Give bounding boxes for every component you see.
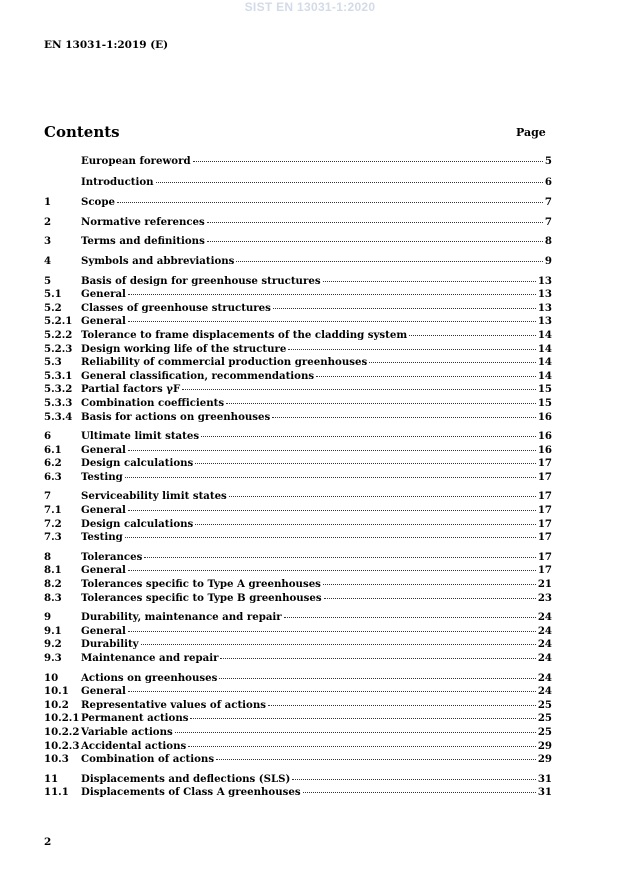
dot-leader (207, 222, 543, 223)
toc-group (44, 235, 552, 249)
dot-leader (219, 678, 535, 679)
toc-entry-page: 16 (537, 430, 552, 443)
toc-entry-number: 5.3.2 (44, 383, 73, 396)
toc-entry-number: 5.2.1 (44, 315, 73, 328)
dot-leader (236, 261, 543, 262)
toc-entry-page: 6 (544, 175, 552, 188)
toc-entry[interactable] (44, 411, 552, 425)
dot-leader (216, 759, 536, 760)
toc-group (44, 255, 552, 269)
toc-entry[interactable] (44, 196, 552, 210)
toc-entry-number: 7.2 (44, 517, 62, 530)
toc-entry-title: Testing (81, 470, 123, 483)
toc-entry-page: 24 (537, 624, 552, 637)
toc-entry-title: Design working life of the structure (81, 342, 287, 355)
toc-entry-title: Basis of design for greenhouse structures (81, 274, 321, 287)
toc-entry-number: 5.3.4 (44, 410, 73, 423)
toc-entry-title: Tolerances specific to Type B greenhouses (81, 591, 322, 604)
toc-entry-number: 7.3 (44, 531, 62, 544)
toc-entry-title: European foreword (81, 155, 191, 167)
dot-leader (182, 389, 536, 390)
toc-entry-number: 1 (44, 196, 52, 209)
toc-entry-number: 9.3 (44, 652, 62, 664)
dot-leader (226, 403, 536, 404)
toc-entry-title: Scope (81, 196, 115, 209)
toc-entry-page: 7 (544, 215, 552, 228)
toc-entry[interactable] (44, 592, 552, 606)
toc-entry-page: 17 (537, 504, 552, 517)
toc-entry-title: Displacements of Class A greenhouses (81, 786, 301, 799)
dot-leader (128, 631, 536, 632)
dot-leader (125, 537, 536, 538)
toc-entry[interactable] (44, 551, 552, 565)
toc-entry-number: 6.3 (44, 470, 62, 483)
toc-group (44, 490, 552, 544)
toc-entry[interactable] (44, 383, 552, 397)
toc-entry-number: 6.1 (44, 443, 62, 456)
toc-entry-number: 5.3.1 (44, 369, 73, 382)
toc-entry-number: 10.2.2 (44, 725, 80, 738)
toc-entry-title: Tolerance to frame displacements of the cladding system (81, 328, 408, 341)
toc-entry-title: Serviceability limit states (81, 490, 227, 503)
toc-group (44, 773, 552, 800)
toc-entry-page: 8 (544, 235, 552, 248)
toc-entry-page: 17 (537, 531, 552, 544)
dot-leader (288, 349, 535, 350)
toc-entry[interactable] (44, 699, 552, 713)
page-column-label: Page (516, 126, 546, 139)
toc-entry-number: 5.2.3 (44, 342, 73, 355)
dot-leader (220, 658, 535, 659)
toc-entry-title: Combination coefficients (81, 396, 225, 409)
toc-entry-title: Representative values of actions (81, 698, 266, 711)
toc-entry-title: Introduction (81, 175, 154, 188)
dot-leader (128, 510, 536, 511)
toc-entry[interactable] (44, 275, 552, 289)
toc-entry-title: Actions on greenhouses (81, 671, 218, 684)
toc-entry[interactable] (44, 444, 552, 458)
dot-leader (175, 732, 536, 733)
toc-entry-title: Design calculations (81, 517, 194, 530)
toc-entry-title: General (81, 685, 126, 698)
toc-entry-title: General (81, 504, 126, 517)
toc-entry[interactable] (44, 155, 552, 169)
toc-entry-title: Partial factors γF (81, 383, 181, 396)
toc-entry-title: Displacements and deflections (SLS) (81, 772, 291, 785)
dot-leader (141, 644, 536, 645)
toc-entry-number: 5 (44, 274, 52, 287)
toc-entry[interactable] (44, 343, 552, 357)
toc-entry-page: 17 (537, 550, 552, 563)
dot-leader (324, 598, 536, 599)
toc-entry[interactable] (44, 712, 552, 726)
toc-group (44, 275, 552, 425)
toc-entry-title: Basis for actions on greenhouses (81, 410, 271, 423)
toc-entry-number: 8.2 (44, 578, 62, 591)
toc-entry-title: General (81, 288, 126, 301)
toc-entry[interactable] (44, 490, 552, 504)
toc-entry-number: 5.1 (44, 288, 62, 301)
toc-entry-title: Tolerances specific to Type A greenhouses (81, 578, 321, 591)
dot-leader (128, 321, 536, 322)
dot-leader (195, 524, 536, 525)
toc-entry-page: 15 (537, 396, 552, 409)
toc-entry-page: 29 (537, 739, 552, 752)
toc-entry-page: 9 (544, 254, 552, 267)
toc-entry-page: 14 (537, 356, 552, 369)
toc-entry-page: 16 (537, 410, 552, 423)
toc-entry-number: 7 (44, 490, 52, 503)
toc-entry[interactable] (44, 288, 552, 302)
dot-leader (190, 718, 535, 719)
toc-entry-number: 5.2 (44, 301, 62, 314)
dot-leader (117, 202, 543, 203)
toc-entry-page: 13 (537, 288, 552, 301)
toc-entry[interactable] (44, 753, 552, 767)
toc-entry-title: Maintenance and repair (81, 652, 219, 664)
toc-entry-page: 29 (537, 753, 552, 766)
dot-leader (292, 779, 535, 780)
toc-entry-page: 25 (537, 712, 552, 725)
toc-entry-page: 15 (537, 383, 552, 396)
toc-entry[interactable] (44, 430, 552, 444)
toc-group (44, 430, 552, 484)
toc-entry-page: 14 (537, 369, 552, 382)
toc-entry-number: 10.2.3 (44, 739, 80, 752)
toc-entry-number: 10.2.1 (44, 712, 80, 725)
toc-entry-page: 16 (537, 443, 552, 456)
dot-leader (273, 308, 536, 309)
toc-entry[interactable] (44, 531, 552, 545)
toc-entry[interactable] (44, 578, 552, 592)
toc-entry[interactable] (44, 504, 552, 518)
toc-entry-page: 23 (537, 591, 552, 604)
toc-entry[interactable] (44, 216, 552, 230)
toc-group (44, 611, 552, 665)
toc-entry[interactable] (44, 176, 552, 190)
toc-entry-page: 24 (537, 652, 552, 664)
toc-entry-number: 10.3 (44, 753, 69, 766)
toc-entry-page: 24 (537, 638, 552, 651)
toc-entry-title: Durability (81, 638, 139, 651)
toc-entry-number: 10.1 (44, 685, 69, 698)
toc-entry-number: 11 (44, 772, 59, 785)
table-of-contents (44, 155, 552, 800)
toc-entry[interactable] (44, 638, 552, 652)
toc-entry-title: Permanent actions (81, 712, 189, 725)
toc-entry[interactable] (44, 518, 552, 532)
dot-leader (144, 557, 535, 558)
dot-leader (272, 417, 536, 418)
dot-leader (128, 691, 536, 692)
dot-leader (125, 477, 536, 478)
toc-entry-number: 8 (44, 550, 52, 563)
toc-entry[interactable] (44, 564, 552, 578)
toc-entry-title: Durability, maintenance and repair (81, 611, 282, 624)
toc-entry-number: 8.1 (44, 564, 62, 577)
toc-entry[interactable] (44, 685, 552, 699)
toc-entry-page: 7 (544, 196, 552, 209)
toc-entry-page: 13 (537, 301, 552, 314)
toc-entry[interactable] (44, 786, 552, 800)
toc-entry-title: General (81, 315, 126, 328)
dot-leader (156, 182, 543, 183)
toc-entry-page: 24 (537, 611, 552, 624)
toc-entry-title: Tolerances (81, 550, 143, 563)
toc-entry-page: 13 (537, 315, 552, 328)
toc-entry[interactable] (44, 302, 552, 316)
toc-entry-page: 13 (537, 274, 552, 287)
toc-entry-page: 31 (537, 772, 552, 785)
toc-entry[interactable] (44, 773, 552, 787)
dot-leader (193, 161, 543, 162)
toc-group (44, 196, 552, 210)
toc-group (44, 672, 552, 767)
toc-entry-number: 8.3 (44, 591, 62, 604)
toc-entry[interactable] (44, 356, 552, 370)
toc-entry-page: 17 (537, 490, 552, 503)
toc-entry-page: 24 (537, 671, 552, 684)
dot-leader (409, 335, 536, 336)
toc-entry-number: 6 (44, 430, 52, 443)
toc-entry-number: 9.1 (44, 624, 62, 637)
toc-entry-number: 11.1 (44, 786, 69, 799)
dot-leader (303, 792, 536, 793)
toc-entry[interactable] (44, 255, 552, 269)
dot-leader (195, 463, 536, 464)
toc-entry-number: 7.1 (44, 504, 62, 517)
toc-entry-page: 31 (537, 786, 552, 799)
toc-group (44, 216, 552, 230)
watermark-text: SIST EN 13031-1:2020 (244, 0, 376, 14)
toc-entry-number: 2 (44, 215, 52, 228)
toc-entry-number: 10 (44, 671, 59, 684)
toc-entry-number: 10.2 (44, 698, 69, 711)
toc-entry-title: Terms and definitions (81, 235, 205, 248)
toc-entry[interactable] (44, 457, 552, 471)
toc-entry-number: 5.3.3 (44, 396, 73, 409)
toc-entry[interactable] (44, 471, 552, 485)
toc-entry-title: Design calculations (81, 457, 194, 470)
toc-entry-title: Normative references (81, 215, 205, 228)
toc-entry-title: Accidental actions (81, 739, 187, 752)
dot-leader (268, 705, 536, 706)
dot-leader (128, 294, 536, 295)
dot-leader (128, 570, 536, 571)
toc-entry-title: General classification, recommendations (81, 369, 315, 382)
toc-entry-number: 5.3 (44, 356, 62, 369)
toc-entry-title: Reliability of commercial production greenhouses (81, 356, 368, 369)
toc-entry-title: Classes of greenhouse structures (81, 301, 271, 314)
page-number: 2 (44, 836, 52, 848)
toc-group (44, 176, 552, 190)
dot-leader (201, 436, 536, 437)
toc-entry-number: 6.2 (44, 457, 62, 470)
dot-leader (323, 281, 536, 282)
toc-entry[interactable] (44, 329, 552, 343)
dot-leader (128, 450, 536, 451)
toc-group (44, 551, 552, 605)
toc-entry[interactable] (44, 235, 552, 249)
toc-entry-page: 17 (537, 564, 552, 577)
toc-entry-page: 25 (537, 725, 552, 738)
dot-leader (316, 376, 536, 377)
toc-entry[interactable] (44, 726, 552, 740)
toc-entry-page: 5 (544, 155, 552, 167)
toc-entry-page: 17 (537, 517, 552, 530)
toc-entry-page: 25 (537, 698, 552, 711)
toc-entry[interactable] (44, 740, 552, 754)
dot-leader (323, 584, 536, 585)
toc-entry-page: 21 (537, 578, 552, 591)
toc-entry-title: Testing (81, 531, 123, 544)
toc-entry[interactable] (44, 370, 552, 384)
toc-group (44, 155, 552, 169)
toc-entry-title: General (81, 624, 126, 637)
toc-entry-page: 24 (537, 685, 552, 698)
dot-leader (284, 617, 536, 618)
toc-entry-title: Symbols and abbreviations (81, 254, 235, 267)
toc-entry-title: General (81, 564, 126, 577)
toc-entry-title: Combination of actions (81, 753, 215, 766)
toc-entry-number: 9.2 (44, 638, 62, 651)
dot-leader (229, 496, 536, 497)
toc-entry-number: 9 (44, 611, 52, 624)
dot-leader (207, 241, 543, 242)
toc-entry-number: 4 (44, 254, 52, 267)
toc-entry-page: 14 (537, 328, 552, 341)
toc-entry-number: 5.2.2 (44, 328, 73, 341)
toc-entry[interactable] (44, 397, 552, 411)
dot-leader (188, 746, 536, 747)
toc-entry-title: Variable actions (81, 725, 173, 738)
toc-entry-page: 17 (537, 470, 552, 483)
toc-entry[interactable] (44, 315, 552, 329)
contents-heading: Contents (44, 123, 120, 141)
toc-entry[interactable] (44, 672, 552, 686)
toc-entry[interactable] (44, 652, 552, 666)
toc-entry-title: Ultimate limit states (81, 430, 200, 443)
document-id: EN 13031-1:2019 (E) (44, 39, 169, 51)
toc-entry-number: 3 (44, 235, 52, 248)
toc-entry[interactable] (44, 625, 552, 639)
dot-leader (369, 362, 536, 363)
toc-entry-page: 17 (537, 457, 552, 470)
toc-entry[interactable] (44, 611, 552, 625)
toc-entry-page: 14 (537, 342, 552, 355)
toc-entry-title: General (81, 443, 126, 456)
